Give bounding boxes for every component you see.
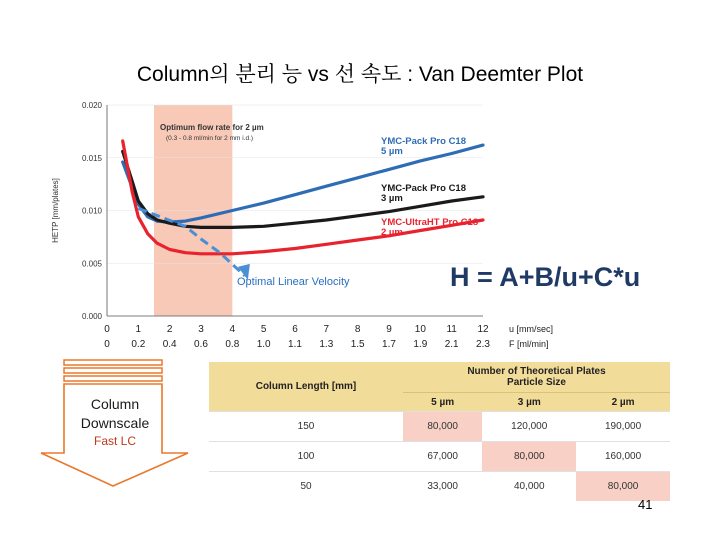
x-tick-label: 1 [135,324,142,335]
x2-tick-label: 0.6 [194,339,208,350]
x2-tick-label: 1.7 [382,339,396,350]
y-tick-label: 0.000 [81,312,102,321]
series-particle-label: 3 µm [381,193,403,204]
table-row [209,442,670,472]
slide-title: Column의 분리 능 vs 선 속도 : Van Deemter Plot [136,63,584,86]
x2-tick-label: 1.3 [319,339,334,350]
series-particle-label: 5 µm [381,146,403,157]
x2-tick-label: 0.8 [225,339,240,350]
x-tick-label: 10 [414,324,426,335]
optimum-region-sublabel: (0.3 - 0.8 ml/min for 2 mm i.d.) [166,135,254,142]
series-name-label: YMC-Pack Pro C18 [381,183,467,194]
plates-cell: 80,000 [482,442,576,472]
theoretical-plates-table [209,362,670,501]
x-tick-label: 2 [166,324,173,335]
y-tick-label: 0.005 [81,259,102,269]
x-tick-label: 7 [323,324,330,335]
y-axis-label: HETP [mm/plates] [51,178,60,243]
y-tick-label: 0.020 [81,101,102,110]
x2-tick-label: 1.0 [256,339,271,350]
optimal-velocity-label: Optimal Linear Velocity [237,276,350,288]
x2-tick-label: 2.1 [444,339,459,350]
plates-cell: 33,000 [403,472,482,502]
x2-tick-label: 0.4 [162,339,177,350]
size-header: 3 µm [482,393,576,412]
series-name-label: YMC-UltraHT Pro C18 [381,217,479,228]
x-tick-label: 4 [229,324,236,335]
plates-group-header: Number of Theoretical Plates Particle Size [403,362,670,393]
downscale-line-1: Column [90,396,140,412]
plates-cell: 160,000 [576,442,670,472]
x2-tick-label: 1.1 [288,339,302,350]
series-name-label: YMC-Pack Pro C18 [381,136,467,147]
plates-cell: 67,000 [403,442,482,472]
plates-cell: 80,000 [403,412,482,442]
x2-tick-label: 0 [104,339,110,350]
x-tick-label: 12 [477,324,489,335]
fast-lc-label: Fast LC [93,434,136,448]
x-tick-label: 5 [260,324,267,335]
plates-cell: 120,000 [482,412,576,442]
series-particle-label: 2 µm [381,227,403,238]
x2-tick-label: 0.2 [131,339,146,350]
size-header: 5 µm [403,393,482,412]
x-tick-label: 0 [104,324,110,335]
x-tick-label: 9 [386,324,392,335]
table-row [209,472,670,502]
x2-tick-label: 2.3 [476,339,490,350]
x-tick-label: 3 [198,324,204,335]
x2-tick-label: 1.9 [413,339,428,350]
x-tick-label: 8 [354,324,361,335]
optimum-region-label: Optimum flow rate for 2 µm [160,123,264,132]
col-length-header: Column Length [mm] [209,362,403,412]
downscale-line-2: Downscale [80,415,150,431]
y-tick-label: 0.010 [81,206,102,216]
x-tick-label: 6 [292,324,298,335]
page-number: 41 [638,497,653,512]
y-tick-label: 0.015 [81,153,102,163]
table-row [209,412,670,442]
length-cell: 50 [209,472,403,502]
van-deemter-formula: H = A+B/u+C*u [450,262,641,292]
x2-tick-label: 1.5 [350,339,365,350]
length-cell: 100 [209,442,403,472]
x-tick-label: 11 [446,324,457,335]
x2-axis-label: F [ml/min] [509,339,549,349]
x-axis-label: u [mm/sec] [509,324,554,334]
plates-cell: 190,000 [576,412,670,442]
size-header: 2 µm [576,393,670,412]
plates-cell: 80,000 [576,472,670,502]
plates-cell: 40,000 [482,472,576,502]
length-cell: 150 [209,412,403,442]
